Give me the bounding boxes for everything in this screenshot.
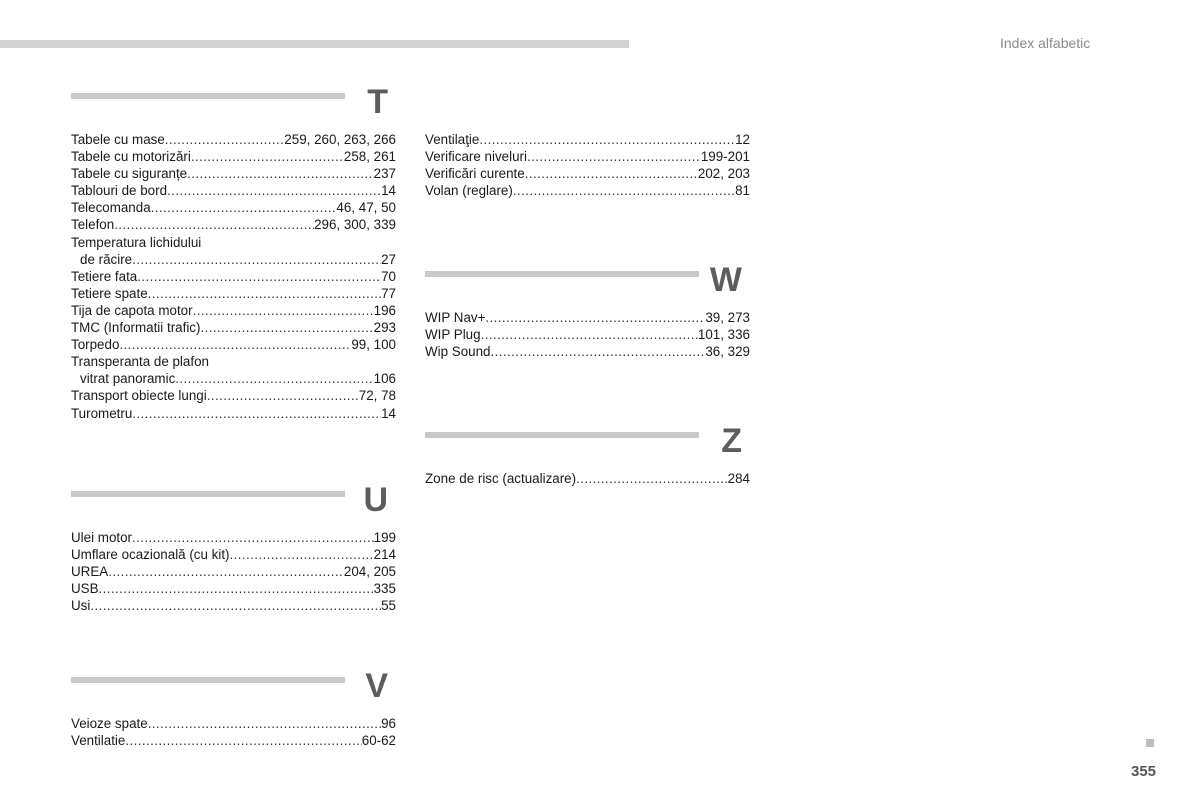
entry-pages: 335 (373, 581, 396, 597)
entry-term: Tabele cu motorizări (71, 149, 191, 165)
page-number: 355 (1131, 763, 1157, 780)
entry-term: WIP Plug (425, 327, 481, 343)
dot-leader (132, 251, 381, 268)
dot-leader (148, 285, 381, 302)
dot-leader (513, 182, 735, 199)
entry-term: Umflare ocazională (cu kit) (71, 547, 230, 563)
index-entry (425, 165, 750, 182)
entry-pages: 60-62 (361, 733, 396, 749)
index-entry (71, 387, 396, 404)
index-entry (425, 182, 750, 199)
index-entry (71, 546, 396, 563)
index-entry (71, 148, 396, 165)
entry-term: Tetiere fata (71, 268, 138, 284)
dot-leader (527, 148, 701, 165)
index-entry (71, 131, 396, 148)
index-entry (71, 597, 396, 614)
entry-term: Tabele cu mase (71, 132, 165, 147)
entry-term: WIP Nav+ (425, 310, 486, 325)
entry-term: vitrat panoramic (80, 371, 176, 387)
entry-term: Verificare niveluri (425, 149, 527, 165)
entry-term: Telefon (71, 217, 115, 233)
entry-term: Zone de risc (actualizare) (425, 471, 577, 486)
entry-list (71, 131, 396, 422)
section-letter: W (709, 261, 742, 299)
entry-term: Ventilatie (71, 733, 126, 749)
section-rule (71, 491, 345, 497)
index-entry (71, 732, 396, 749)
entry-pages: 259, 260, 263, 266 (284, 132, 396, 147)
entry-pages: 214 (373, 547, 396, 563)
entry-pages: 284 (727, 471, 750, 486)
entry-term: Ulei motor (71, 530, 133, 545)
index-entry (71, 529, 396, 546)
entry-pages: 14 (381, 405, 396, 421)
section-rule (425, 271, 699, 277)
section-rule (71, 93, 345, 99)
entry-pages: 106 (373, 371, 396, 387)
entry-pages: 72, 78 (358, 388, 396, 404)
dot-leader (576, 470, 728, 487)
entry-pages: 39, 273 (705, 310, 750, 325)
entry-pages: 296, 300, 339 (314, 217, 396, 233)
dot-leader (481, 326, 698, 343)
index-entry (71, 405, 396, 422)
index-entry (425, 326, 750, 343)
section-rule (425, 432, 699, 438)
entry-term: Tabele cu siguranțe (71, 166, 188, 182)
dot-leader (175, 370, 373, 387)
entry-list (425, 309, 750, 360)
entry-term: Verificări curente (425, 166, 525, 182)
dot-leader (90, 597, 381, 614)
dot-leader (193, 302, 374, 319)
entry-pages: 196 (373, 302, 396, 318)
dot-leader (525, 165, 698, 182)
entry-pages: 202, 203 (697, 166, 750, 182)
index-entry (71, 199, 396, 216)
index-entry (71, 563, 396, 580)
index-entry (71, 216, 396, 233)
dot-leader (137, 268, 381, 285)
dot-leader (479, 131, 735, 148)
dot-leader (491, 343, 706, 360)
index-entry (425, 131, 750, 148)
entry-pages: 70 (381, 268, 396, 284)
entry-pages: 55 (381, 598, 396, 614)
entry-term: Usi (71, 598, 91, 614)
index-entry (425, 343, 750, 360)
section-rule (71, 677, 345, 683)
index-entry (71, 165, 396, 182)
dot-leader (230, 546, 374, 563)
index-entry (71, 251, 396, 268)
dot-leader (108, 563, 344, 580)
section-letter: V (365, 667, 388, 705)
entry-pages: 99, 100 (351, 337, 396, 353)
entry-term: Telecomanda (71, 200, 151, 216)
header-title: Index alfabetic (1000, 35, 1091, 51)
index-entry (71, 302, 396, 319)
entry-term: TMC (Informatii trafic) (71, 320, 201, 336)
entry-pages: 204, 205 (343, 564, 396, 580)
entry-pages: 81 (735, 183, 750, 199)
entry-term: Torpedo (71, 337, 120, 353)
dot-leader (200, 319, 373, 336)
entry-list (71, 529, 396, 614)
dot-leader (207, 387, 359, 404)
index-entry (71, 580, 396, 597)
entry-term: Turometru (71, 405, 133, 421)
index-entry-heading: Transperanta de plafon (71, 354, 209, 370)
index-entry (425, 309, 750, 326)
index-entry (71, 715, 396, 732)
index-entry (71, 319, 396, 336)
dot-leader (148, 715, 381, 732)
dot-leader (151, 199, 337, 216)
entry-pages: 14 (381, 183, 396, 199)
entry-pages: 199-201 (700, 149, 750, 165)
entry-list (425, 131, 750, 199)
entry-pages: 199 (373, 530, 396, 545)
entry-pages: 237 (373, 166, 396, 182)
dot-leader (165, 131, 285, 148)
entry-pages: 27 (381, 251, 396, 267)
entry-pages: 101, 336 (697, 327, 750, 343)
entry-term: USB (71, 581, 99, 597)
entry-term: UREA (71, 564, 109, 580)
index-entry (71, 268, 396, 285)
entry-pages: 258, 261 (343, 149, 396, 165)
dot-leader (119, 336, 351, 353)
entry-pages: 96 (381, 716, 396, 731)
index-entry (425, 470, 750, 487)
entry-list (425, 470, 750, 487)
header-rule (0, 40, 629, 48)
section-letter: Z (721, 422, 742, 460)
entry-pages: 36, 329 (705, 344, 750, 360)
dot-leader (114, 216, 314, 233)
dot-leader (132, 405, 381, 422)
entry-pages: 77 (381, 285, 396, 301)
dot-leader (125, 732, 361, 749)
entry-term: Tija de capota motor (71, 302, 193, 318)
dot-leader (99, 580, 374, 597)
entry-term: Transport obiecte lungi (71, 388, 207, 404)
index-entry (71, 285, 396, 302)
index-entry (71, 370, 396, 387)
index-entry (425, 148, 750, 165)
entry-term: Ventilaţie (425, 132, 480, 147)
entry-pages: 46, 47, 50 (336, 200, 396, 216)
entry-term: Wip Sound (425, 344, 491, 360)
entry-term: Veioze spate (71, 716, 148, 731)
dot-leader (191, 148, 344, 165)
entry-term: de răcire (80, 251, 133, 267)
dot-leader (187, 165, 374, 182)
section-letter: T (367, 83, 388, 121)
entry-pages: 12 (735, 132, 750, 147)
dot-leader (167, 182, 381, 199)
entry-list (71, 715, 396, 749)
index-entry (71, 336, 396, 353)
index-entry-heading: Temperatura lichidului (71, 234, 202, 250)
section-letter: U (363, 481, 388, 519)
entry-term: Tablouri de bord (71, 183, 168, 199)
entry-term: Volan (reglare) (425, 183, 513, 199)
dot-leader (485, 309, 705, 326)
entry-pages: 293 (373, 320, 396, 336)
page-marker (1146, 739, 1154, 747)
index-entry (71, 182, 396, 199)
entry-term: Tetiere spate (71, 285, 148, 301)
dot-leader (132, 529, 374, 546)
